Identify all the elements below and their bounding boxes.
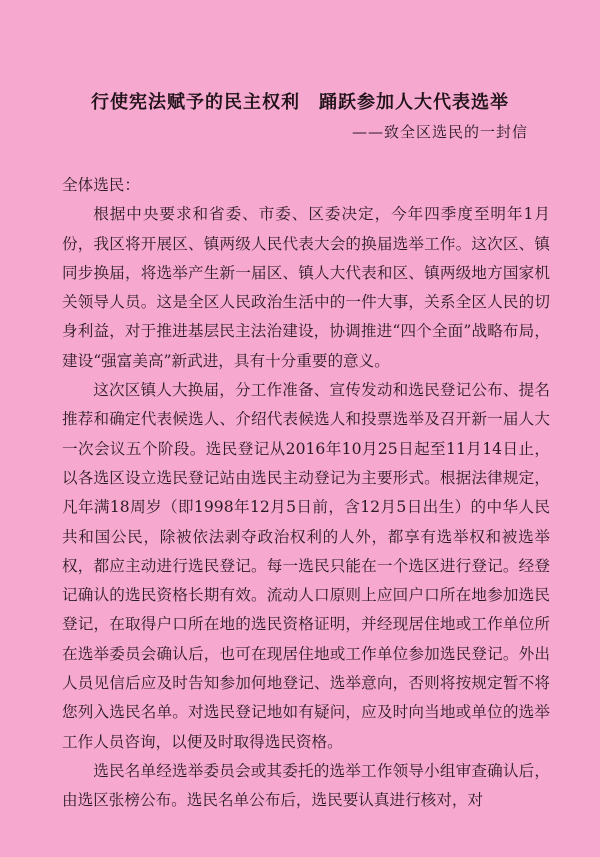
letter-title: 行使宪法赋予的民主权利 踊跃参加人大代表选举: [91, 92, 509, 113]
salutation: 全体选民：: [62, 176, 140, 194]
paragraph-3: 选民名单经选举委员会或其委托的选举工作领导小组审查确认后，由选区张榜公布。选民名单公布后，选民要认真进行核对，对: [62, 761, 550, 810]
paragraph-2: 这次区镇人大换届，分工作准备、宣传发动和选民登记公布、提名推荐和确定代表候选人、介绍代表候选人和投票选举及召开新一届人大一次会议五个阶段。选民登记从2016年10月25日起至11月14日止，以各选区设立选民登记站由选民主动登记为主要形式。根据法律规定，凡年满18周岁（即1998年12月5日前，含12月5日出生）的中华人民共和国公民，除被依法剥夺政治权利的人外，都享有选举权和被选举权，都应主动进行选民登记。每一选民只能在一个选区进行登记。经登记确认的选民资格长期有效。流动人口原则上应回户口所在地参加选民登记，在取得户口所在地的选民资格证明，并经现居住地或工作单位所在选举委员会确认后，也可在现居住地或工作单位参加选民登记。外出人员见信后应及时告知参加何地登记、选举意向，否则将按规定暂不将您列入选民名单。对选民登记地如有疑问，应及时向当地或单位的选举工作人员咨询，以便及时取得选民资格。: [62, 381, 550, 751]
letter-subtitle: ——致全区选民的一封信: [351, 123, 528, 141]
paragraph-1: 根据中央要求和省委、市委、区委决定，今年四季度至明年1月份，我区将开展区、镇两级人民代表大会的换届选举工作。这次区、镇同步换届，将选举产生新一届区、镇人大代表和区、镇两级地方国家机关领导人员。这是全区人民政治生活中的一件大事，关系全区人民的切身利益，对于推进基层民主法治建设，协调推进“四个全面”战略布局，建设“强富美高”新武进，具有十分重要的意义。: [62, 205, 550, 370]
letter-body: [62, 171, 550, 816]
